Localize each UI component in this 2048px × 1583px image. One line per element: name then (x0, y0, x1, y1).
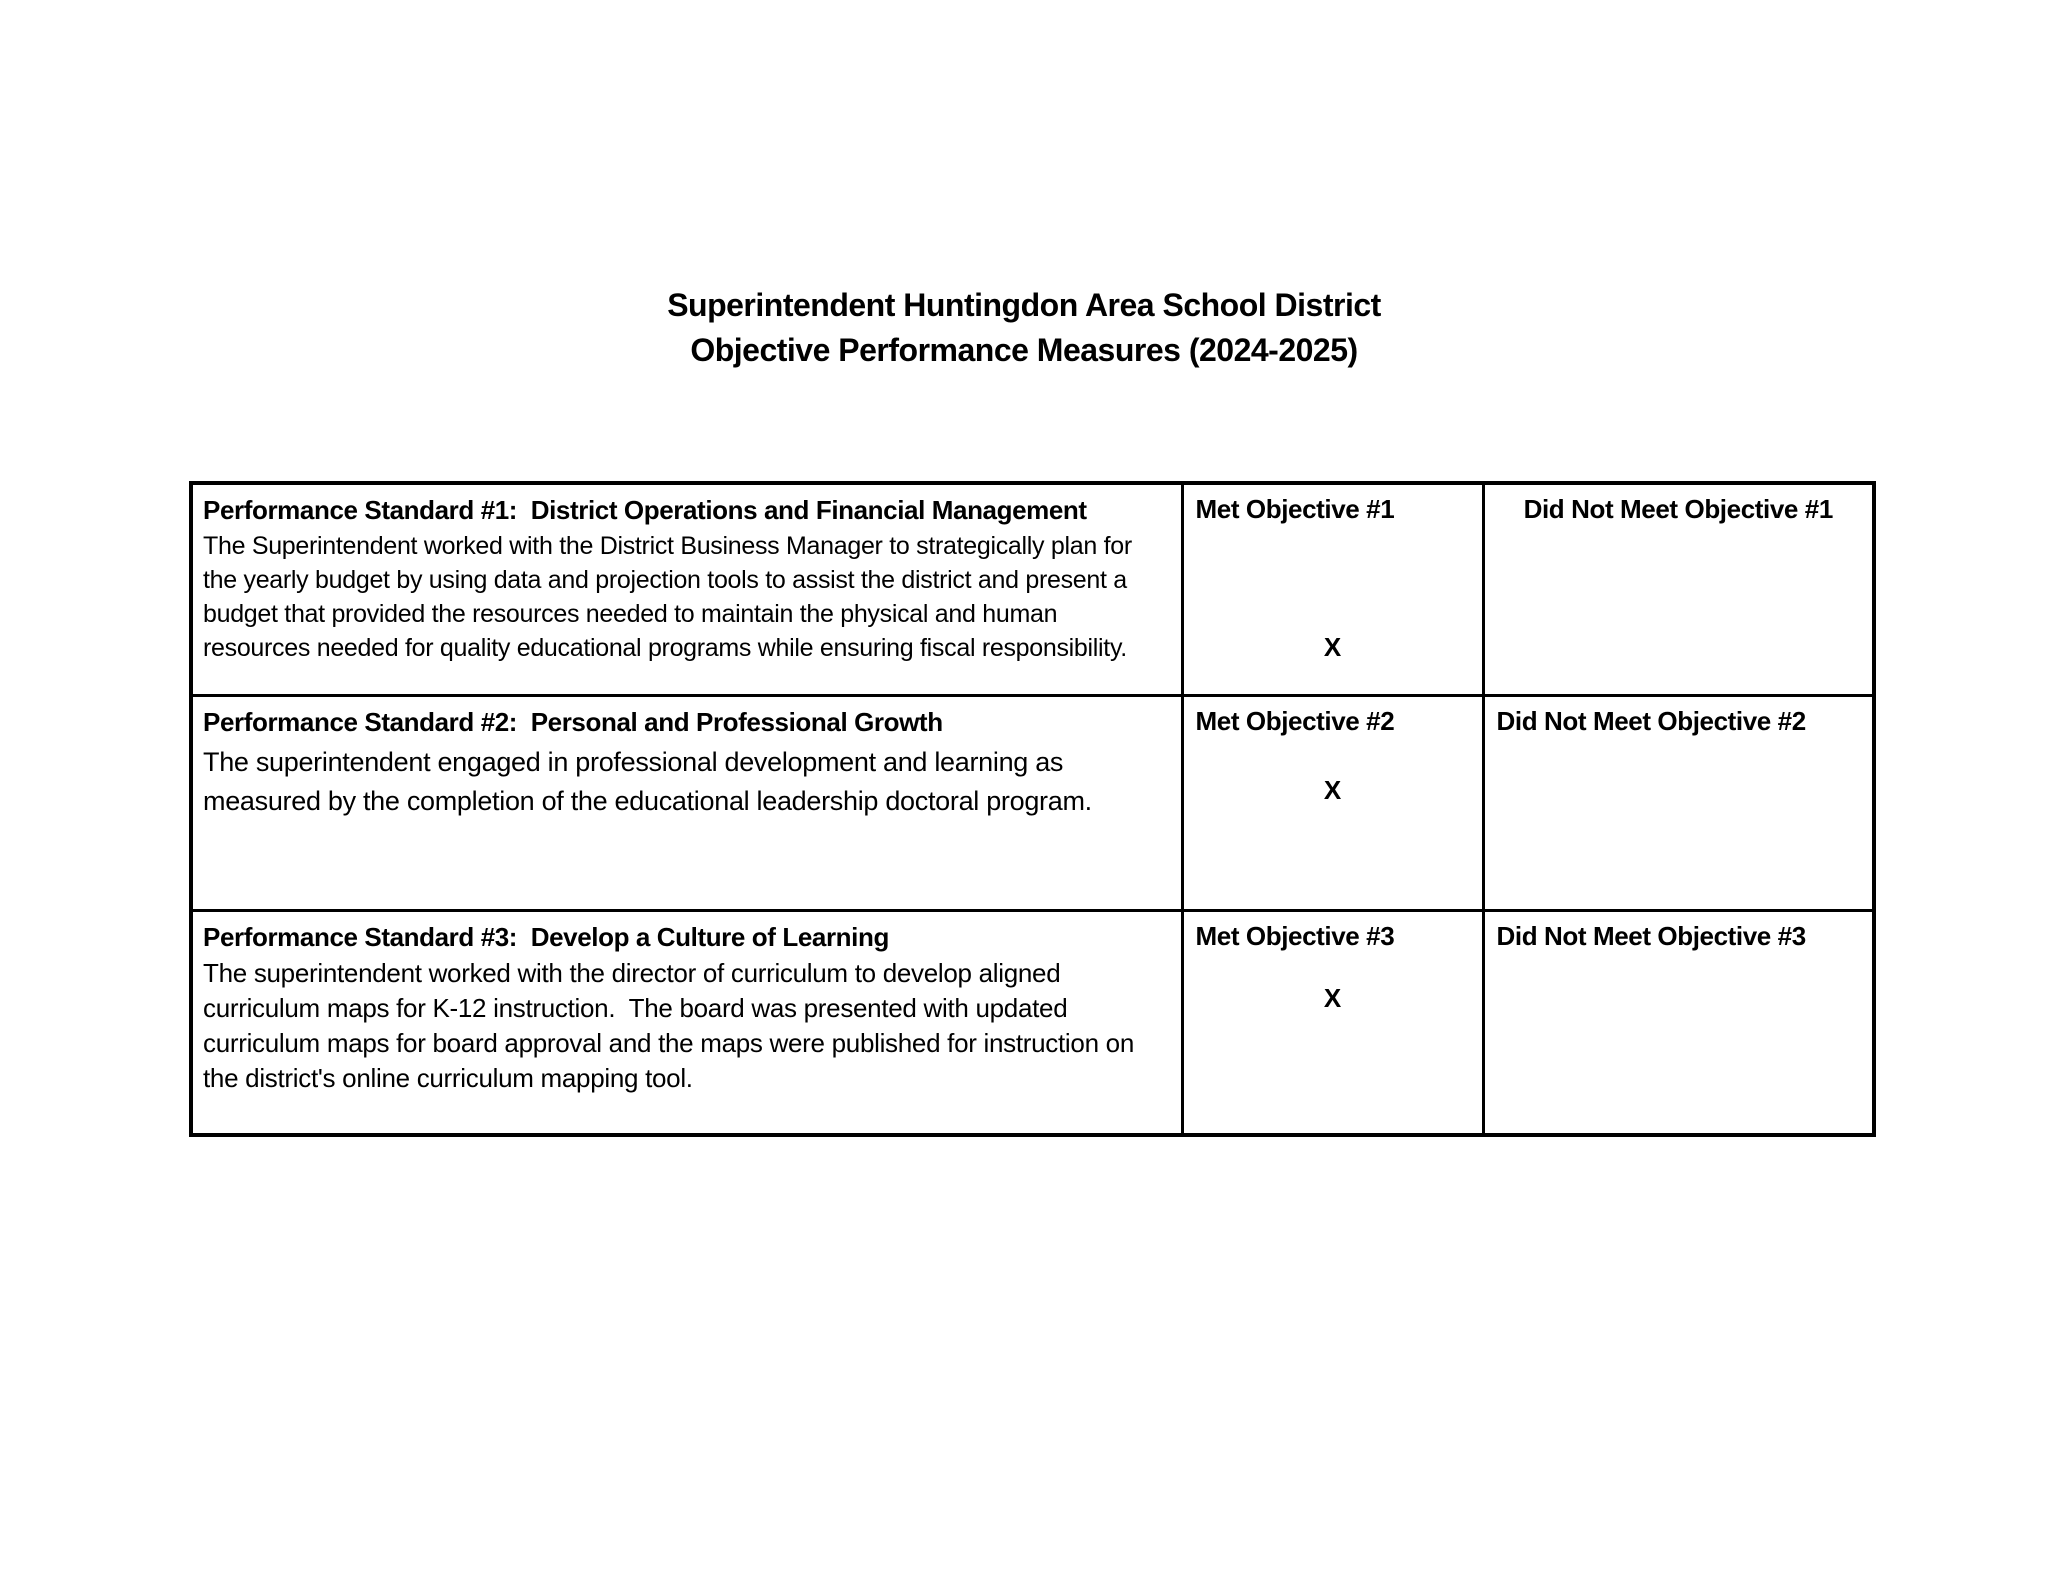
standard-heading-1: Performance Standard #1: District Operations and Financial Management (203, 495, 1087, 525)
did-not-meet-cell-3 (1483, 910, 1874, 1135)
performance-measures-table (189, 481, 1876, 1137)
met-objective-mark-2: X (1323, 774, 1342, 805)
performance-row-2 (191, 695, 1874, 910)
met-objective-mark-1: X (1323, 632, 1342, 662)
document-subtitle: Objective Performance Measures (2024-2025) (690, 332, 1358, 368)
performance-row-3 (191, 910, 1874, 1135)
did-not-meet-label-1: Did Not Meet Objective #1 (1523, 494, 1833, 524)
met-objective-cell-3 (1182, 910, 1483, 1135)
met-objective-label-2: Met Objective #2 (1195, 705, 1395, 736)
standard-heading-3: Performance Standard #3: Develop a Culture of Learning (203, 921, 889, 952)
standard-heading-2: Performance Standard #2: Personal and Professional Growth (203, 706, 943, 737)
met-objective-cell-2 (1182, 695, 1483, 910)
did-not-meet-label-3: Did Not Meet Objective #3 (1496, 920, 1806, 951)
standard-cell-1 (191, 483, 1182, 695)
standard-description-2: The superintendent engaged in professional development and learning as measured by the completion of the educational leadership doctoral program. (203, 746, 1092, 816)
standard-description-3: The superintendent worked with the director of curriculum to develop aligned curriculum maps for K-12 instruction. The board was presented with updated curriculum maps for board approval and the maps were published for instruction on the district's online curriculum mapping tool. (203, 957, 1141, 1093)
document-title: Superintendent Huntingdon Area School District (667, 287, 1381, 323)
did-not-meet-label-2: Did Not Meet Objective #2 (1496, 705, 1806, 736)
standard-cell-3 (191, 910, 1182, 1135)
met-objective-mark-3: X (1323, 982, 1342, 1013)
met-objective-cell-1 (1182, 483, 1483, 695)
met-objective-label-3: Met Objective #3 (1195, 920, 1395, 951)
document-title-block (0, 283, 2048, 373)
standard-cell-2 (191, 695, 1182, 910)
standard-description-1: The Superintendent worked with the District Business Manager to strategically plan for the yearly budget by using data and projection tools to assist the district and present a budget that provided the resources needed to maintain the physical and human resources needed for quality educational programs while ensuring fiscal responsibility. (203, 532, 1139, 662)
did-not-meet-cell-1 (1483, 483, 1874, 695)
performance-row-1 (191, 483, 1874, 695)
met-objective-label-1: Met Objective #1 (1195, 494, 1395, 524)
did-not-meet-cell-2 (1483, 695, 1874, 910)
